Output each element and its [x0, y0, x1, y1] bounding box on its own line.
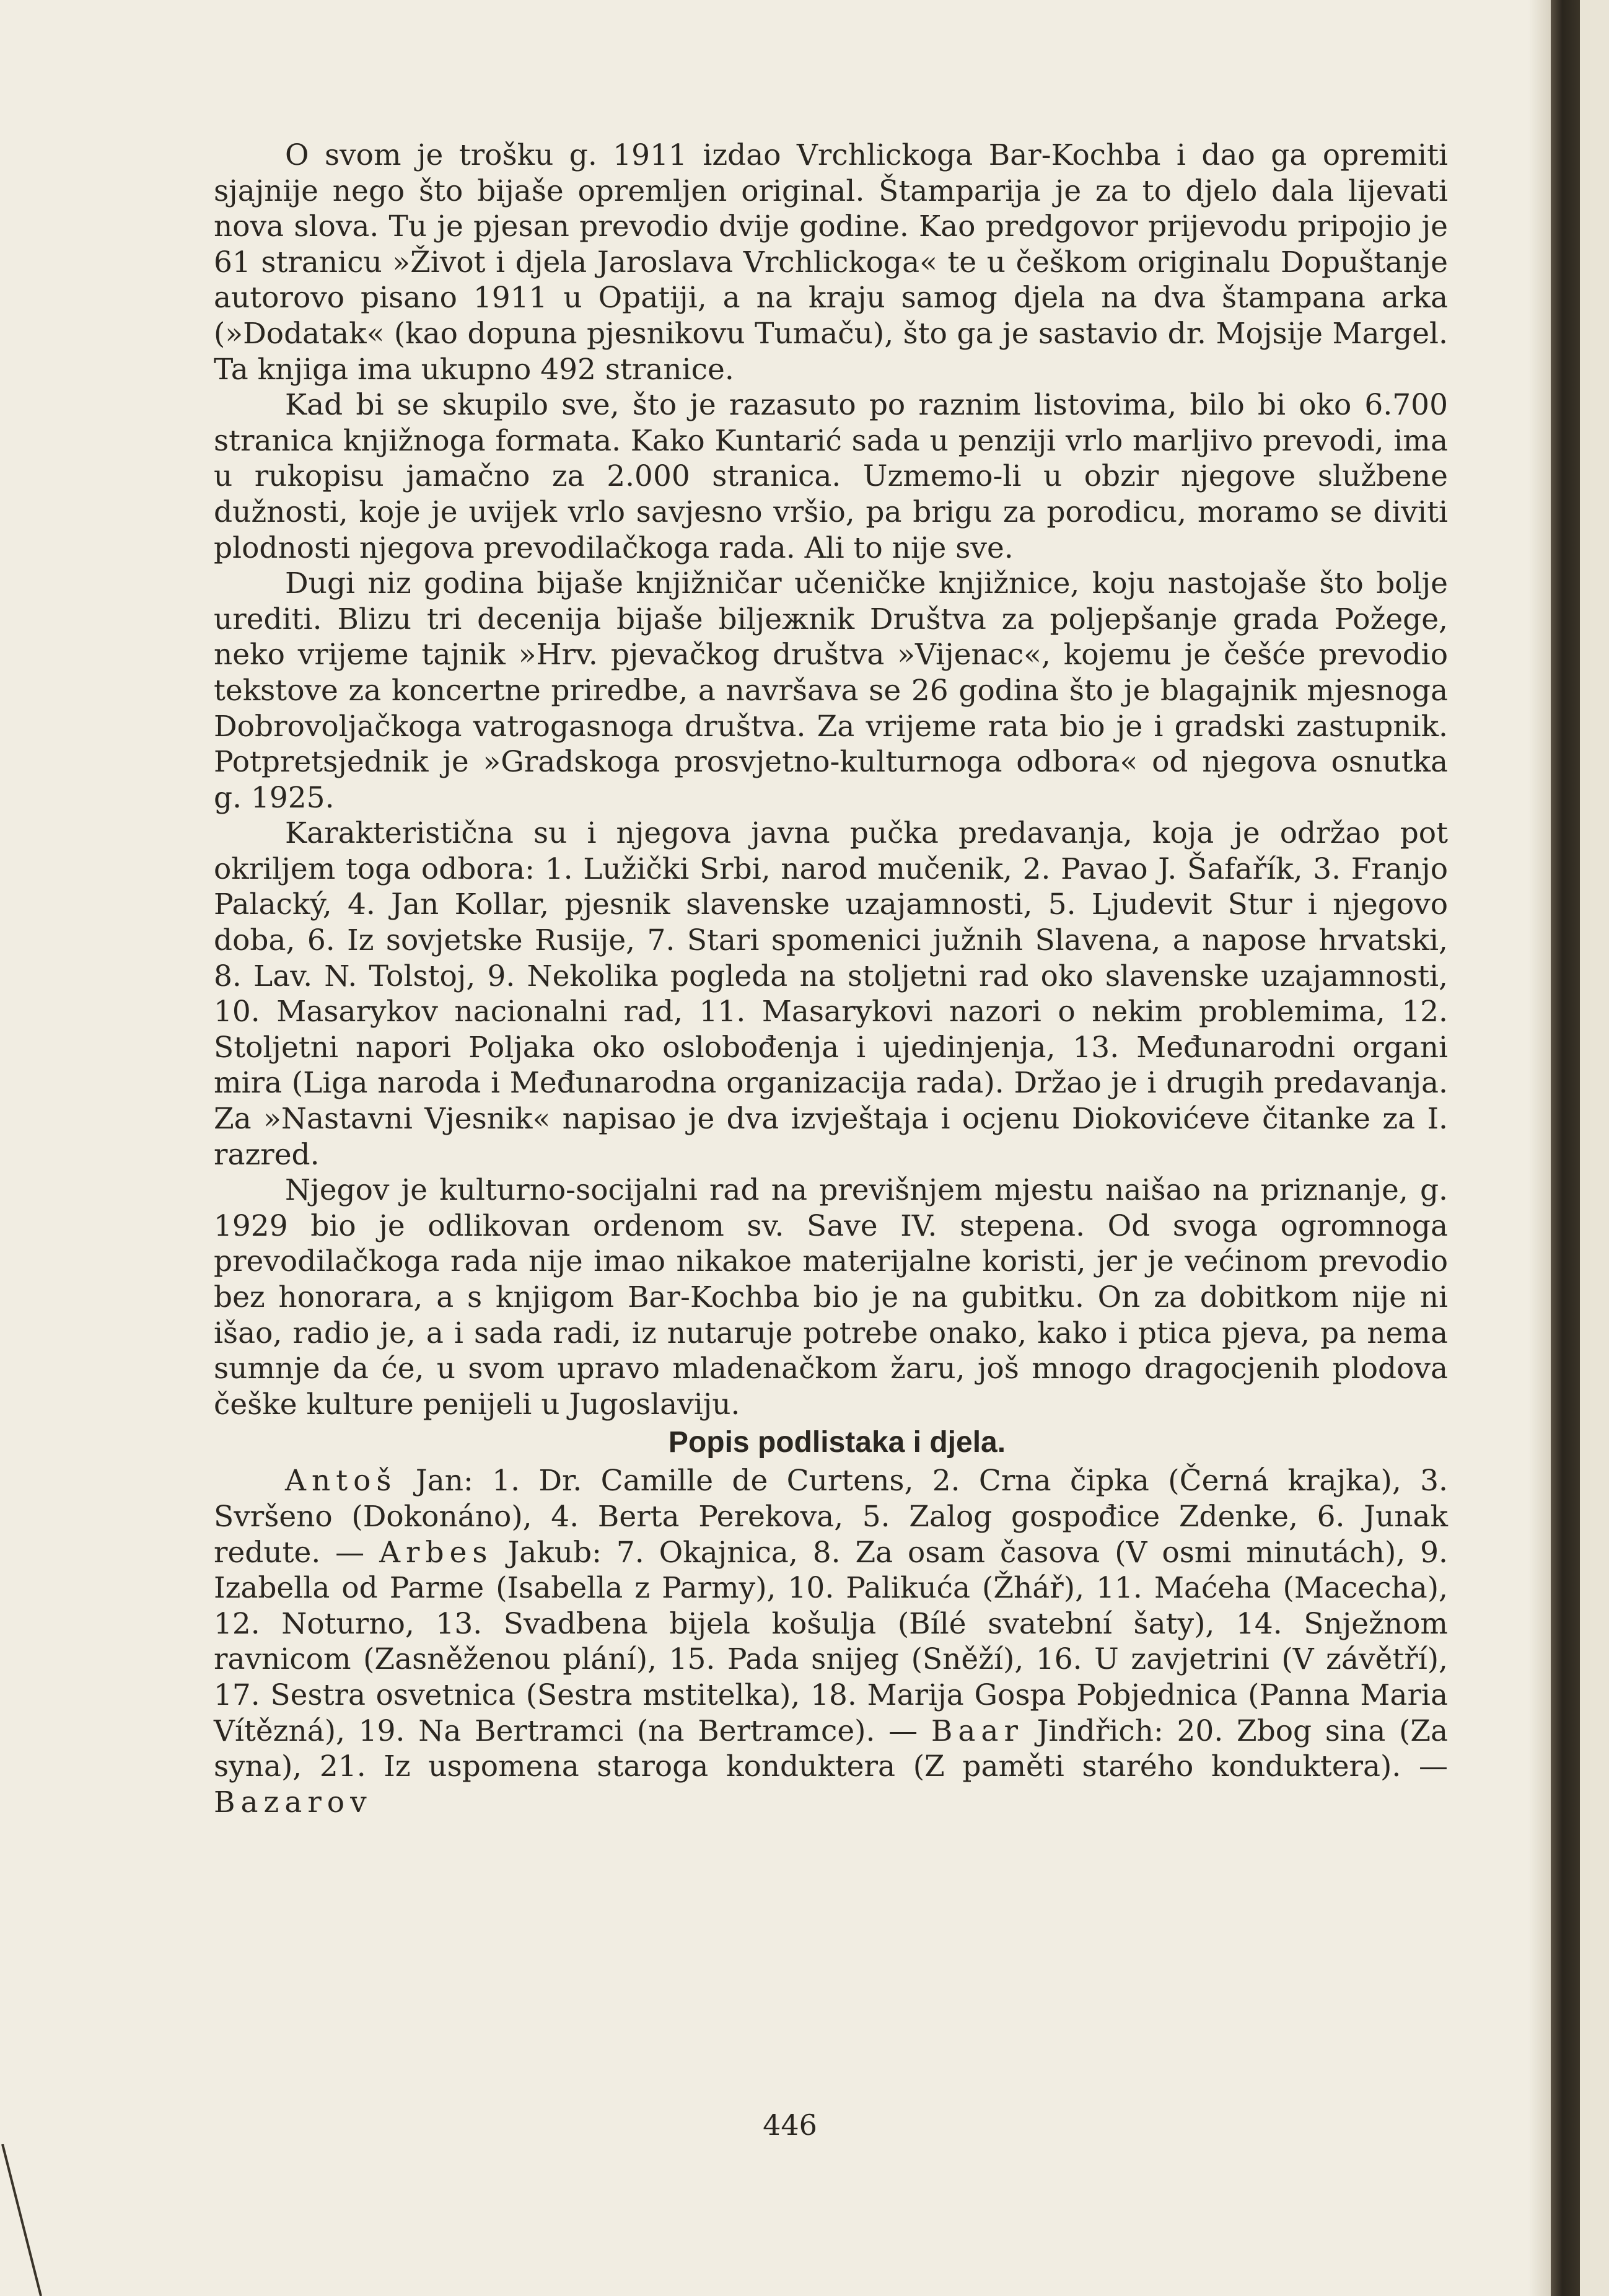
catalog-entries: Jan: 1. Dr. Camille de Curtens, 2. Crna čipka (Černá krajka), 3. Svršeno (Dokonáno), 4. Berta Perekova, 5. Zalog gospođice Zdenke, 6. Junak redute. —: [214, 1464, 1448, 1570]
author-name: Bazarov: [214, 1785, 372, 1819]
paragraph-3: Dugi niz godina bijaše knjižničar učeničke knjižnice, koju nastojaše što bolje urediti. Blizu tri decenija bijaše biljежnik Društva za poljepšanje grada Požege, neko vrijeme tajnik »Hrv. pjevačkog društva »Vijenac«, kojemu je češće prevodio tekstove za koncertne priredbe, a navršava se 26 godina što je blagajnik mjesnoga Dobrovoljačkoga vatrogasnoga društva. Za vrijeme rata bio je i gradski zastupnik. Potpretsjednik je »Gradskoga prosvjetno-kulturnoga odbora« od njegova osnutka g. 1925.: [214, 566, 1448, 815]
paragraph-5: Njegov je kulturno-socijalni rad na previšnjem mjestu naišao na priznanje, g. 1929 bio je odlikovan ordenom sv. Save IV. stepena. Od svoga ogromnoga prevodilačkoga rada nije imao nikakoe materijalne koristi, jer je većinom prevodio bez honorara, a s knjigom Bar-Kochba bio je na gubitku. On za dobitkom nije ni išao, radio je, a i sada radi, iz nutaruje potrebe onako, kako i ptica pjeva, pa nema sumnje da će, u svom upravo mladenačkom žaru, još mnogo dragocjenih plodova češke kulture penijeli u Jugoslaviju.: [214, 1173, 1448, 1422]
paragraph-4: Karakteristična su i njegova javna pučka predavanja, koja je održao pot okriljem toga odbora: 1. Lužički Srbi, narod mučenik, 2. Pavao J. Šafařík, 3. Franjo Palacký, 4. Jan Kollar, pjesnik slavenske uzajamnosti, 5. Ljudevit Stur i njegovo doba, 6. Iz sovjetske Rusije, 7. Stari spomenici južnih Slavena, a napose hrvatski, 8. Lav. N. Tolstoj, 9. Nekolika pogleda na stoljetni rad oko slavenske uzajamnosti, 10. Masarykov nacionalni rad, 11. Masarykovi nazori o nekim problemima, 12. Stoljetni napori Poljaka oko oslobođenja i ujedinjenja, 13. Međunarodni organi mira (Liga naroda i Međunarodna organizacija rada). Držao je i drugih predavanja. Za »Nastavni Vjesnik« napisao je dva izvještaja i ocjenu Diokovićeve čitanke za I. razred.: [214, 816, 1448, 1172]
catalog-entries: Jakub: 7. Okajnica, 8. Za osam časova (V osmi minutách), 9. Izabella od Parme (Isabella z Parmy), 10. Palikuća (Žhář), 11. Maćeha (Macecha), 12. Noturno, 13. Svadbena bijela košulja (Bílé svatební šaty), 14. Snježnom ravnicom (Zasněženou plání), 15. Pada snijeg (Sněží), 16. U zavjetrini (V závětří), 17. Sestra osvetnica (Sestra mstitelka), 18. Marija Gospa Pobjednica (Panna Maria Vítězná), 19. Na Bertramci (na Bertramce). —: [214, 1535, 1448, 1748]
section-heading: Popis podlistaka i djela.: [668, 1426, 1006, 1459]
author-name: Antoš: [285, 1464, 397, 1498]
catalog-entries: Jindřich: 20. Zbog sina (Za syna), 21. Iz uspomena staroga konduktera (Z paměti starého konduktera). —: [214, 1713, 1448, 1784]
page-text: [214, 138, 1448, 1820]
paragraph-2: Kad bi se skupilo sve, što je razasuto po raznim listovima, bilo bi oko 6.700 stranica knjižnoga formata. Kako Kuntarić sada u penziji vrlo marljivo prevodi, ima u rukopisu jamačno za 2.000 stranica. Uzmemo-li u obzir njegove službene dužnosti, koje je uvijek vrlo savjesno vršio, pa brigu za porodicu, moramo se diviti plodnosti njegova prevodilačkoga rada. Ali to nije sve.: [214, 388, 1448, 565]
book-spine-edge: [1551, 0, 1580, 2296]
catalog-paragraph: [214, 1463, 1448, 1820]
page-number: 446: [763, 2108, 817, 2142]
author-name: Baar: [931, 1713, 1024, 1748]
paragraph-1: O svom je trošku g. 1911 izdao Vrchlickoga Bar-Kochba i dao ga opremiti sjajnije nego što bijaše opremljen original. Štamparija je za to djelo dala lijevati nova slova. Tu je pjesan prevodio dvije godine. Kao predgovor prijevodu pripojio je 61 stranicu »Život i djela Jaroslava Vrchlickoga« te u češkom originalu Dopuštanje autorovo pisano 1911 u Opatiji, a na kraju samog djela na dva štampana arka (»Dodatak« (kao dopuna pjesnikovu Tumaču), što ga je sastavio dr. Mojsije Margel. Ta knjiga ima ukupno 492 stranice.: [214, 138, 1448, 387]
pen-stroke-mark: [0, 2144, 43, 2296]
page-gutter-shadow: [1528, 0, 1551, 2296]
author-name: Arbes: [379, 1535, 493, 1570]
